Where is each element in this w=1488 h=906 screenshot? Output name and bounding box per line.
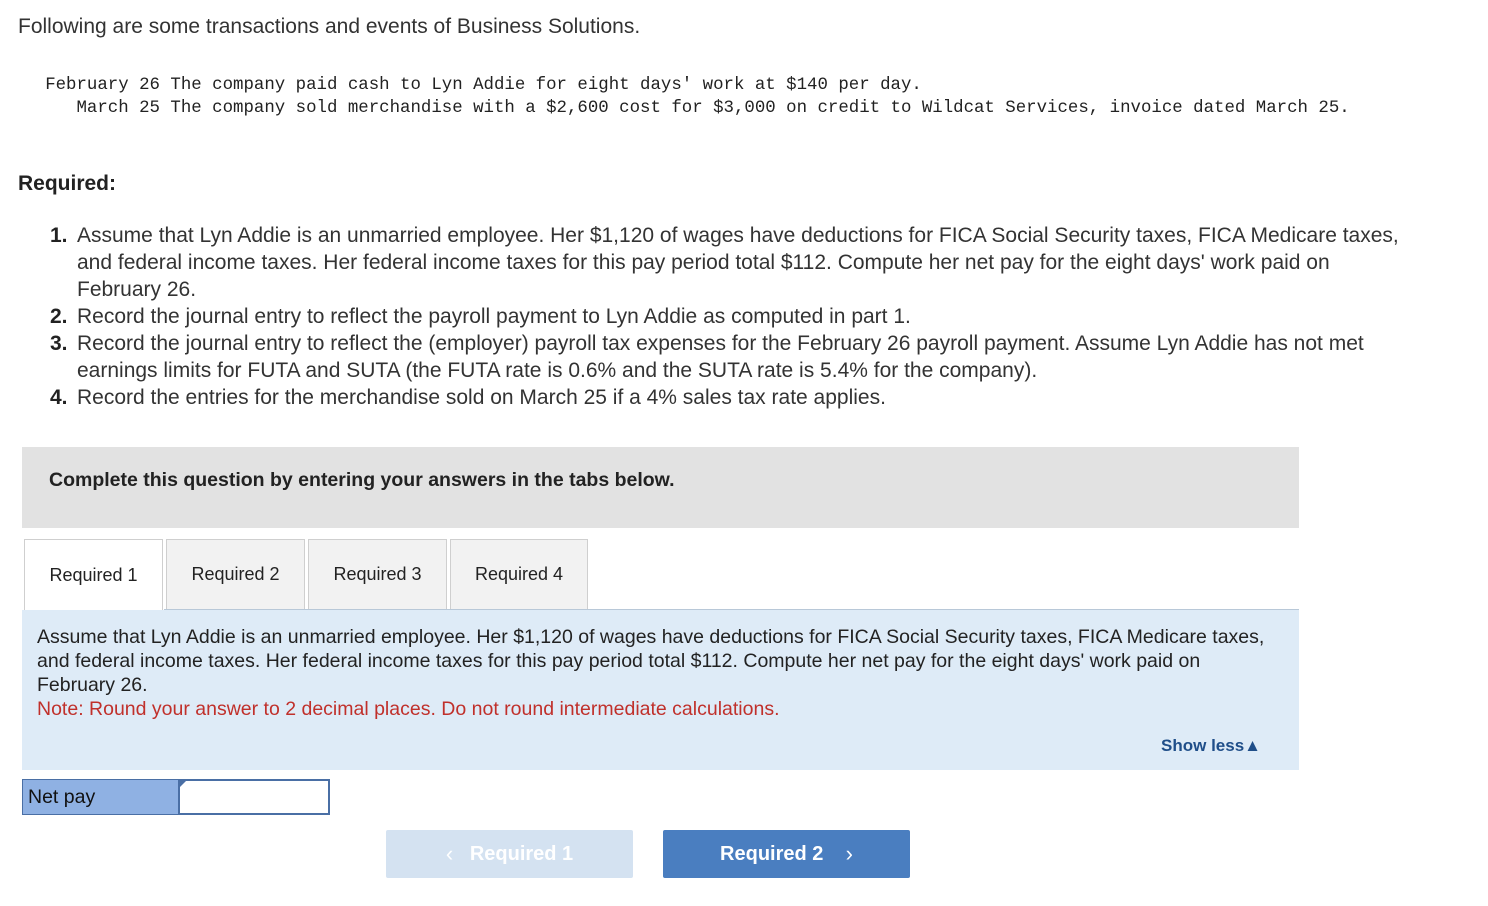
requirement-text: Record the entries for the merchandise sold on March 25 if a 4% sales tax rate applies. xyxy=(77,386,886,409)
tab-required-3[interactable]: Required 3 xyxy=(308,539,447,610)
net-pay-field-wrapper xyxy=(178,779,330,815)
requirement-text: Assume that Lyn Addie is an unmarried employee. Her $1,120 of wages have deductions for FICA Social Security taxes, FICA Medicare taxes, and federal income taxes. Her federal income taxes for this pay period total $112. Compute her net pay for the eight days' work paid on February 26. xyxy=(77,224,1399,301)
question-text-block xyxy=(37,625,1277,721)
tab-required-4[interactable]: Required 4 xyxy=(450,539,588,610)
requirement-number: 3. xyxy=(50,332,68,355)
net-pay-input[interactable] xyxy=(180,781,328,811)
question-text: Assume that Lyn Addie is an unmarried employee. Her $1,120 of wages have deductions for FICA Social Security taxes, FICA Medicare taxes, and federal income taxes. Her federal income taxes for this pay period total $112. Compute her net pay for the eight days' work paid on February 26. xyxy=(37,626,1265,696)
requirement-item xyxy=(50,222,1410,303)
prev-required-button[interactable] xyxy=(386,830,633,878)
event-description: The company paid cash to Lyn Addie for eight days' work at $140 per day. xyxy=(170,76,922,95)
requirement-item xyxy=(50,303,1410,330)
intro-text: Following are some transactions and events of Business Solutions. xyxy=(18,15,641,38)
tab-required-1[interactable]: Required 1 xyxy=(24,539,163,611)
prev-button-label: Required 1 xyxy=(469,842,574,865)
requirement-item xyxy=(50,384,1410,411)
event-date: March 25 xyxy=(76,99,160,118)
triangle-up-icon: ▲ xyxy=(1244,736,1261,755)
requirement-number: 4. xyxy=(50,386,68,409)
event-row xyxy=(18,97,1390,120)
events-list xyxy=(18,74,1390,120)
requirement-text: Record the journal entry to reflect the payroll payment to Lyn Addie as computed in part 1. xyxy=(77,305,911,328)
next-button-label: Required 2 xyxy=(720,842,824,865)
question-panel xyxy=(22,610,1299,770)
next-required-button[interactable] xyxy=(663,830,910,878)
requirement-item xyxy=(50,330,1410,384)
event-description: The company sold merchandise with a $2,600 cost for $3,000 on credit to Wildcat Services, invoice dated March 25. xyxy=(170,99,1350,118)
instruction-banner xyxy=(22,447,1299,528)
input-corner-marker xyxy=(179,780,187,788)
requirement-number: 1. xyxy=(50,224,68,247)
requirement-number: 2. xyxy=(50,305,68,328)
chevron-right-icon: › xyxy=(845,841,853,866)
net-pay-label: Net pay xyxy=(22,779,178,815)
rounding-note: Note: Round your answer to 2 decimal places. Do not round intermediate calculations. xyxy=(37,698,780,720)
instruction-text: Complete this question by entering your answers in the tabs below. xyxy=(49,469,675,491)
show-less-label: Show less xyxy=(1161,736,1245,755)
event-date: February 26 xyxy=(45,76,160,95)
show-less-button[interactable] xyxy=(1161,736,1261,756)
requirement-text: Record the journal entry to reflect the (employer) payroll tax expenses for the February 26 payroll payment. Assume Lyn Addie has not met earnings limits for FUTA and SUTA (the FUTA rate is 0.6% and the SUTA rate is 5.4% for the company). xyxy=(77,332,1364,382)
tab-required-2[interactable]: Required 2 xyxy=(166,539,305,610)
requirements-list xyxy=(50,222,1410,411)
answer-row xyxy=(22,779,330,815)
required-heading: Required: xyxy=(18,172,117,195)
chevron-left-icon: ‹ xyxy=(445,841,454,866)
event-row xyxy=(18,74,1390,97)
tab-bar xyxy=(24,539,591,610)
